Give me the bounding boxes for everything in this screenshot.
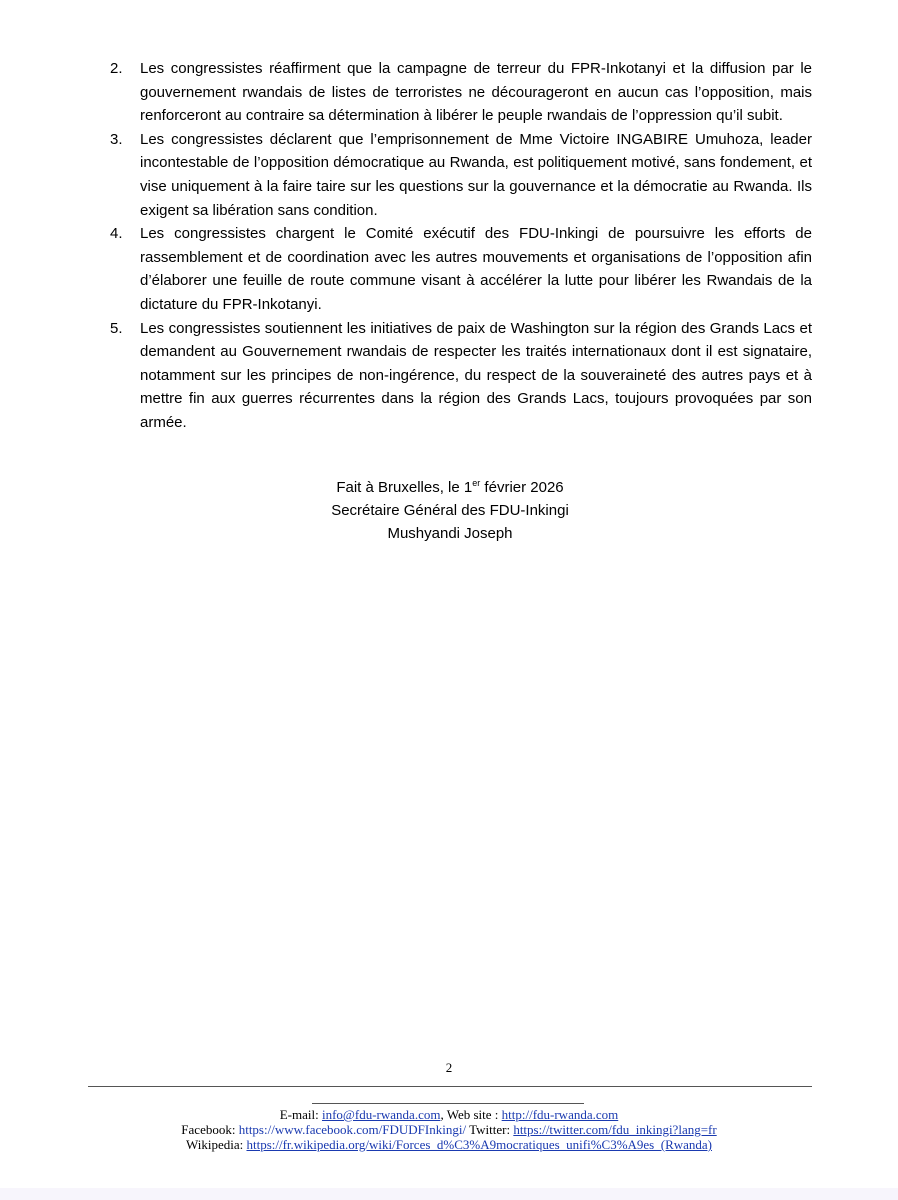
footer-divider xyxy=(88,1086,812,1087)
website-link[interactable]: http://fdu-rwanda.com xyxy=(501,1107,619,1122)
list-item-number: 2. xyxy=(110,60,123,77)
list-item-text: Les congressistes réaffirment que la campagne de terreur du FPR-Inkotanyi et la diffusion par le gouvernement rwandais de listes de terroristes ne décourageront en aucun cas l’opposition, mais renforceront au contraire sa détermination à libérer le peuple rwandais de l’oppression qu’il subit. xyxy=(140,60,812,125)
list-item xyxy=(110,222,812,316)
facebook-link[interactable]: https://www.facebook.com/FDUDFInkingi/ xyxy=(238,1122,467,1137)
resolution-list xyxy=(110,57,812,435)
bottom-strip xyxy=(0,1188,898,1200)
email-link[interactable]: info@fdu-rwanda.com xyxy=(321,1107,441,1122)
list-item-text: Les congressistes déclarent que l’emprisonnement de Mme Victoire INGABIRE Umuhoza, leader incontestable de l’opposition démocratique au Rwanda, est politiquement motivé, sans fondement, et vise uniquement à la faire taire sur les questions sur la gouvernance et la démocratie au Rwanda. Ils exigent sa libération sans condition. xyxy=(140,130,812,219)
wikipedia-link[interactable]: https://fr.wikipedia.org/wiki/Forces_d%C3%A9mocratiques_unifi%C3%A9es_(Rwanda) xyxy=(246,1137,713,1152)
signer-role: Secrétaire Général des FDU-Inkingi xyxy=(331,502,569,519)
signer-name: Mushyandi Joseph xyxy=(387,525,513,542)
footer-social-line xyxy=(0,1122,898,1137)
twitter-label: Twitter: xyxy=(466,1122,514,1137)
list-item xyxy=(110,317,812,435)
facebook-label: Facebook: xyxy=(181,1122,239,1137)
email-label: E-mail: xyxy=(279,1107,322,1122)
list-item-number: 4. xyxy=(110,225,123,243)
place-date-text: Fait à Bruxelles, le 1 xyxy=(336,479,473,496)
signature-block xyxy=(300,476,600,545)
list-item-number: 5. xyxy=(110,319,123,337)
twitter-link[interactable]: https://twitter.com/fdu_inkingi?lang=fr xyxy=(513,1122,717,1137)
ordinal-superscript: er xyxy=(472,478,481,488)
footer-wiki-line xyxy=(0,1137,898,1152)
list-item-text: Les congressistes soutiennent les initiatives de paix de Washington sur la région des Grands Lacs et demandent au Gouvernement rwandais de respecter les traités internationaux dont il est signataire, notamment sur les principes de non-ingérence, du respect de la souveraineté des autres pays et à mettre fin aux guerres récurrentes dans la région des Grands Lacs, toujours provoquées par son armée. xyxy=(140,319,812,431)
list-item xyxy=(110,57,812,128)
footer xyxy=(0,1107,898,1152)
website-label: , Web site : xyxy=(440,1107,502,1122)
date-text: février 2026 xyxy=(480,479,564,496)
page-number: 2 xyxy=(445,1060,453,1075)
footer-divider-short xyxy=(312,1103,584,1104)
place-date-line xyxy=(300,476,600,499)
footer-contact-line xyxy=(0,1107,898,1122)
list-item-number: 3. xyxy=(110,130,123,148)
list-item-text: Les congressistes chargent le Comité exécutif des FDU-Inkingi de poursuivre les efforts de rassemblement et de coordination avec les autres mouvements et organisations de l’opposition afin d’élaborer une feuille de route commune visant à accélérer la lutte pour libérer les Rwandais de la dictature du FPR-Inkotanyi. xyxy=(140,225,812,313)
list-item xyxy=(110,128,812,222)
wikipedia-label: Wikipedia: xyxy=(185,1137,247,1152)
